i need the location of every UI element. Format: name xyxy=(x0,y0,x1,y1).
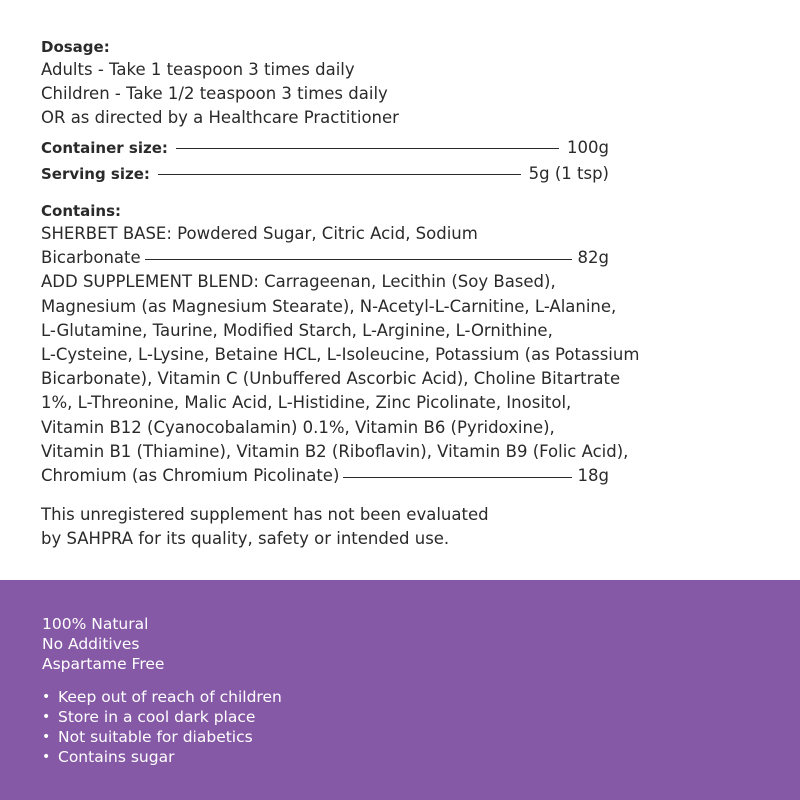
warning-text: Store in a cool dark place xyxy=(58,708,256,726)
supplement-leader-line xyxy=(343,477,571,478)
warnings-list xyxy=(42,687,282,767)
purple-claims-panel xyxy=(0,580,800,800)
supplement-line: L-Glutamine, Taurine, Modified Starch, L-Arginine, L-Ornithine, xyxy=(41,320,553,340)
container-size-label: Container size: xyxy=(41,139,168,157)
dosage-heading: Dosage: xyxy=(41,38,110,56)
supplement-line-end: Chromium (as Chromium Picolinate) xyxy=(41,466,340,486)
bullet-icon: • xyxy=(42,749,51,765)
sherbet-base-line: SHERBET BASE: Powdered Sugar, Citric Acid, Sodium xyxy=(41,224,478,243)
supplement-line: Magnesium (as Magnesium Stearate), N-Acetyl-L-Carnitine, L-Alanine, xyxy=(41,296,617,316)
bullet-icon: • xyxy=(42,729,51,745)
supplement-line: ADD SUPPLEMENT BLEND: Carrageenan, Lecithin (Soy Based), xyxy=(41,272,556,292)
bullet-icon: • xyxy=(42,689,51,705)
sherbet-base-row xyxy=(41,246,609,270)
warning-item xyxy=(42,687,282,707)
supplement-line: Bicarbonate), Vitamin C (Unbuffered Ascorbic Acid), Choline Bitartrate xyxy=(41,369,621,389)
serving-size-row xyxy=(41,164,609,190)
warning-item xyxy=(42,747,282,767)
supplement-line: 1%, L-Threonine, Malic Acid, L-Histidine, Zinc Picolinate, Inositol, xyxy=(41,393,572,413)
dosage-line-children: Children - Take 1/2 teaspoon 3 times daily xyxy=(41,84,388,103)
warning-item xyxy=(42,707,282,727)
supplement-line: Vitamin B1 (Thiamine), Vitamin B2 (Riboflavin), Vitamin B9 (Folic Acid), xyxy=(41,441,629,461)
warning-text: Not suitable for diabetics xyxy=(58,728,253,746)
disclaimer-line: by SAHPRA for its quality, safety or intended use. xyxy=(41,529,450,549)
warning-text: Keep out of reach of children xyxy=(58,688,282,706)
bullet-icon: • xyxy=(42,709,51,725)
dosage-line-practitioner: OR as directed by a Healthcare Practitioner xyxy=(41,108,399,127)
dosage-line-adults: Adults - Take 1 teaspoon 3 times daily xyxy=(41,60,355,79)
serving-size-label: Serving size: xyxy=(41,165,150,183)
contains-heading: Contains: xyxy=(41,202,122,220)
container-size-row xyxy=(41,138,609,164)
warning-item xyxy=(42,727,282,747)
supplement-blend-amount: 18g xyxy=(577,466,609,486)
supplement-line: L-Cysteine, L-Lysine, Betaine HCL, L-Isoleucine, Potassium (as Potassium xyxy=(41,345,640,365)
label-content xyxy=(41,36,681,551)
dosage-section xyxy=(41,36,681,130)
serving-size-value: 5g (1 tsp) xyxy=(528,164,609,183)
sherbet-base-amount: 82g xyxy=(577,248,609,268)
sherbet-leader-line xyxy=(145,259,572,260)
product-claims xyxy=(42,614,164,674)
serving-size-leader-line xyxy=(158,174,521,175)
claim-natural: 100% Natural xyxy=(42,615,149,633)
container-size-value: 100g xyxy=(567,138,609,157)
sahpra-disclaimer xyxy=(41,503,681,551)
sherbet-base-line-end: Bicarbonate xyxy=(41,248,141,268)
warning-text: Contains sugar xyxy=(58,748,175,766)
claim-aspartame-free: Aspartame Free xyxy=(42,655,165,673)
disclaimer-line: This unregistered supplement has not been evaluated xyxy=(41,505,489,525)
container-size-leader-line xyxy=(176,148,559,149)
supplement-blend-row xyxy=(41,464,609,488)
supplement-line: Vitamin B12 (Cyanocobalamin) 0.1%, Vitamin B6 (Pyridoxine), xyxy=(41,417,555,437)
claim-no-additives: No Additives xyxy=(42,635,140,653)
